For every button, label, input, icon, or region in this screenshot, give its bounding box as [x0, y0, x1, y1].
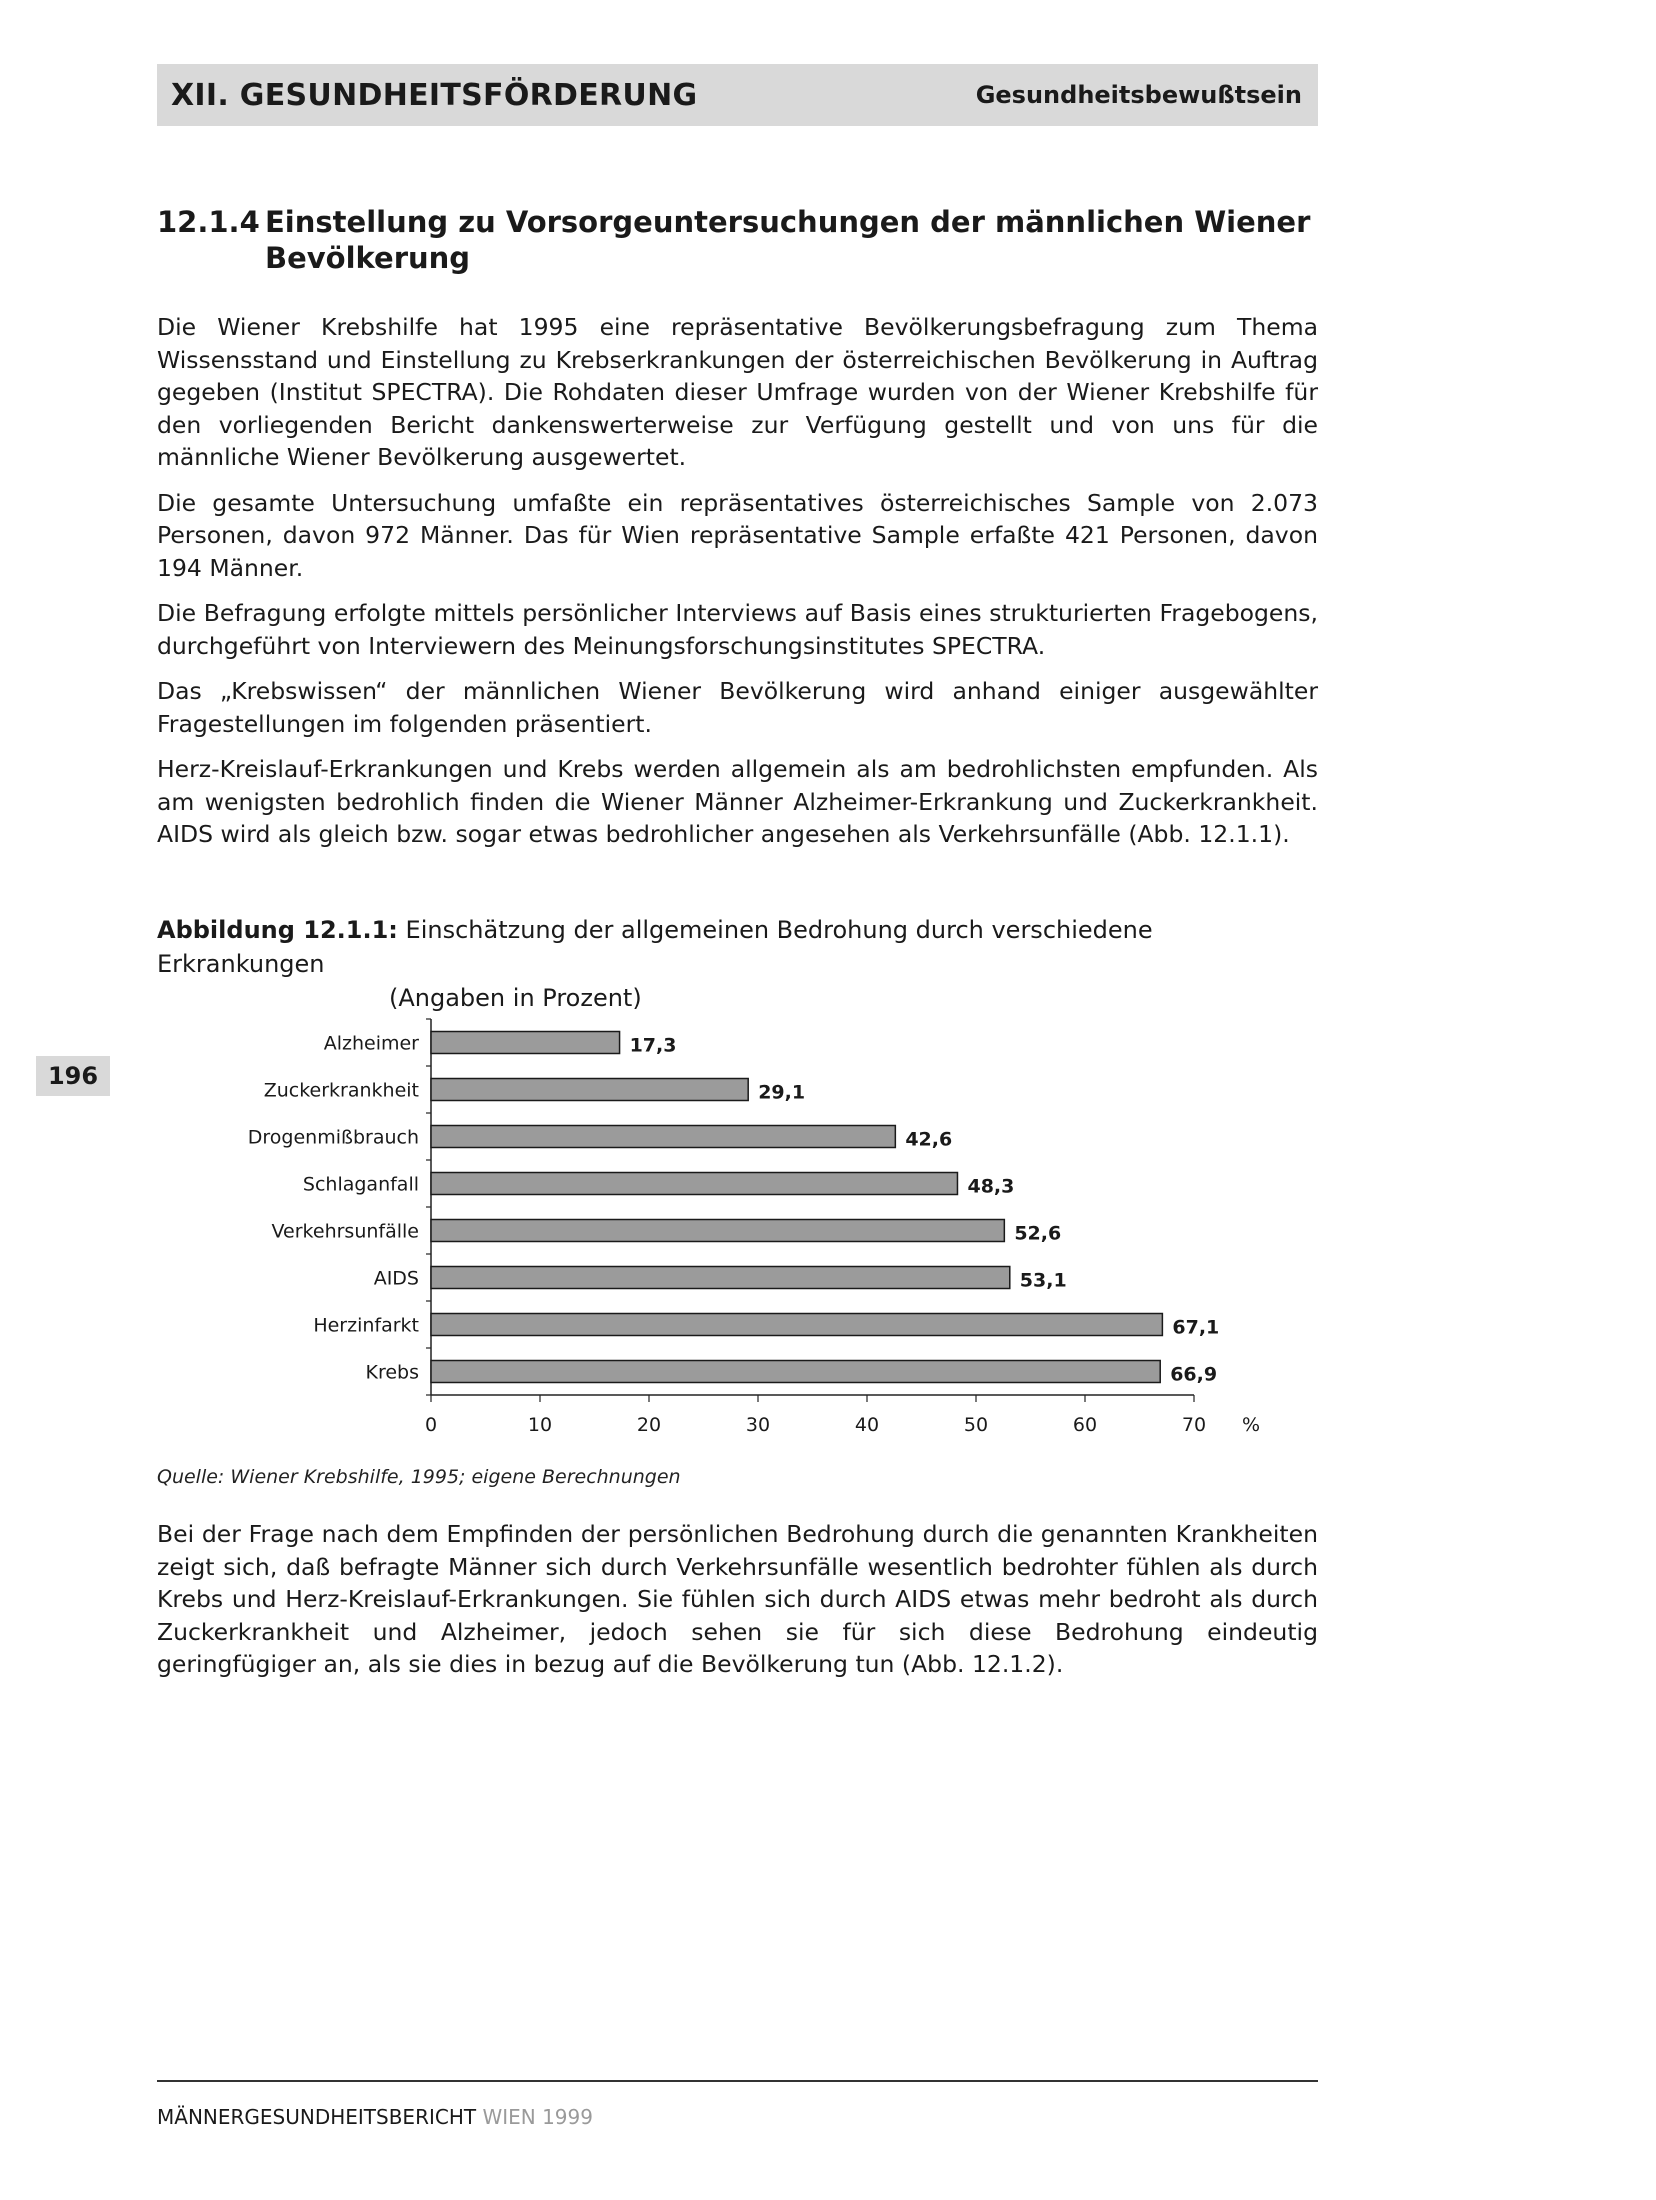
section-title-line2: Bevölkerung — [265, 241, 471, 275]
footer-year: WIEN 1999 — [482, 2105, 593, 2129]
category-label: Zuckerkrankheit — [263, 1079, 419, 1102]
figure-caption — [157, 913, 1317, 1015]
category-label: Drogenmißbrauch — [247, 1126, 419, 1149]
x-tick-label: 20 — [636, 1414, 662, 1436]
value-label: 42,6 — [905, 1128, 953, 1151]
bar-3 — [431, 1173, 957, 1195]
paragraph: Die Wiener Krebshilfe hat 1995 eine repräsentative Bevölkerungsbefragung zum Thema Wissensstand und Einstellung zu Krebserkrankungen der österreichischen Bevölkerung in Auftrag gegeben (Institut SPECTRA). Die Rohdaten dieser Umfrage wurden von der Wiener Krebshilfe für den vorliegenden Bericht dankenswerterweise zur Verfügung gestellt und von uns für die männliche Wiener Bevölkerung ausgewertet. — [157, 313, 1318, 471]
category-label: Verkehrsunfälle — [271, 1220, 419, 1243]
figure-source: Quelle: Wiener Krebshilfe, 1995; eigene Berechnungen — [157, 1466, 681, 1488]
page-number: 196 — [36, 1056, 110, 1096]
intro-text — [157, 311, 1318, 864]
value-label: 66,9 — [1170, 1363, 1218, 1386]
paragraph: Das „Krebswissen“ der männlichen Wiener Bevölkerung wird anhand einiger ausgewählter Fragestellungen im folgenden präsentiert. — [157, 677, 1318, 738]
footer-rule — [157, 2080, 1318, 2082]
paragraph: Herz-Kreislauf-Erkrankungen und Krebs werden allgemein als am bedrohlichsten empfunden. Als am wenigsten bedrohlich finden die Wiener Männer Alzheimer-Erkrankung und Zuckerkrankheit. AIDS wird als gleich bzw. sogar etwas bedrohlicher angesehen als Verkehrsunfälle (Abb. 12.1.1). — [157, 755, 1318, 848]
x-tick-label: 70 — [1181, 1414, 1207, 1436]
closing-text — [157, 1518, 1318, 1694]
value-label: 67,1 — [1172, 1316, 1220, 1339]
category-label: AIDS — [373, 1267, 419, 1290]
x-tick-label: 40 — [854, 1414, 880, 1436]
value-label: 52,6 — [1014, 1222, 1062, 1245]
category-label: Krebs — [365, 1361, 419, 1384]
bar-5 — [431, 1267, 1010, 1289]
bar-6 — [431, 1314, 1162, 1336]
footer-title: MÄNNERGESUNDHEITSBERICHT — [157, 2105, 477, 2129]
chapter-topic: Gesundheitsbewußtsein — [975, 81, 1302, 109]
bar-2 — [431, 1126, 895, 1148]
value-label: 29,1 — [758, 1081, 806, 1104]
bar-1 — [431, 1079, 748, 1101]
x-tick-label: 10 — [527, 1414, 553, 1436]
category-label: Schlaganfall — [302, 1173, 419, 1196]
value-label: 48,3 — [967, 1175, 1015, 1198]
bar-7 — [431, 1361, 1160, 1383]
figure-caption-line1: Einschätzung der allgemeinen Bedrohung durch verschiedene Erkrankungen — [157, 916, 1153, 978]
x-tick-label: 0 — [424, 1414, 438, 1436]
category-label: Herzinfarkt — [313, 1314, 419, 1337]
section-title-line1: Einstellung zu Vorsorgeuntersuchungen der männlichen Wiener — [265, 205, 1311, 239]
paragraph: Die gesamte Untersuchung umfaßte ein repräsentatives österreichisches Sample von 2.073 Personen, davon 972 Männer. Das für Wien repräsentative Sample erfaßte 421 Personen, davon 194 Männer. — [157, 488, 1318, 582]
bar-0 — [431, 1032, 620, 1054]
x-tick-label: 50 — [963, 1414, 989, 1436]
chapter-title: XII. GESUNDHEITSFÖRDERUNG — [171, 78, 698, 113]
figure-label: Abbildung 12.1.1: — [157, 916, 398, 944]
x-tick-label: 30 — [745, 1414, 771, 1436]
value-label: 53,1 — [1019, 1269, 1067, 1292]
figure-caption-line2: (Angaben in Prozent) — [389, 984, 642, 1012]
bar-4 — [431, 1220, 1004, 1242]
section-title — [157, 204, 1317, 276]
footer — [157, 2105, 593, 2129]
section-number: 12.1.4 — [157, 205, 260, 239]
chapter-header — [157, 64, 1318, 126]
paragraph: Die Befragung erfolgte mittels persönlicher Interviews auf Basis eines strukturierten Fragebogens, durchgeführt von Interviewern des Meinungsforschungsinstitutes SPECTRA. — [157, 599, 1318, 660]
x-unit-label: % — [1241, 1414, 1261, 1436]
value-label: 17,3 — [629, 1034, 677, 1057]
paragraph: Bei der Frage nach dem Empfinden der persönlichen Bedrohung durch die genannten Krankheiten zeigt sich, daß befragte Männer sich durch Verkehrsunfälle wesentlich bedrohter fühlen als durch Krebs und Herz-Kreislauf-Erkrankungen. Sie fühlen sich durch AIDS etwas mehr bedroht als durch Zuckerkrankheit und Alzheimer, jedoch sehen sie für sich diese Bedrohung eindeutig geringfügiger an, als sie dies in bezug auf die Bevölkerung tun (Abb. 12.1.2). — [157, 1520, 1318, 1678]
x-tick-label: 60 — [1072, 1414, 1098, 1436]
category-label: Alzheimer — [323, 1032, 419, 1055]
